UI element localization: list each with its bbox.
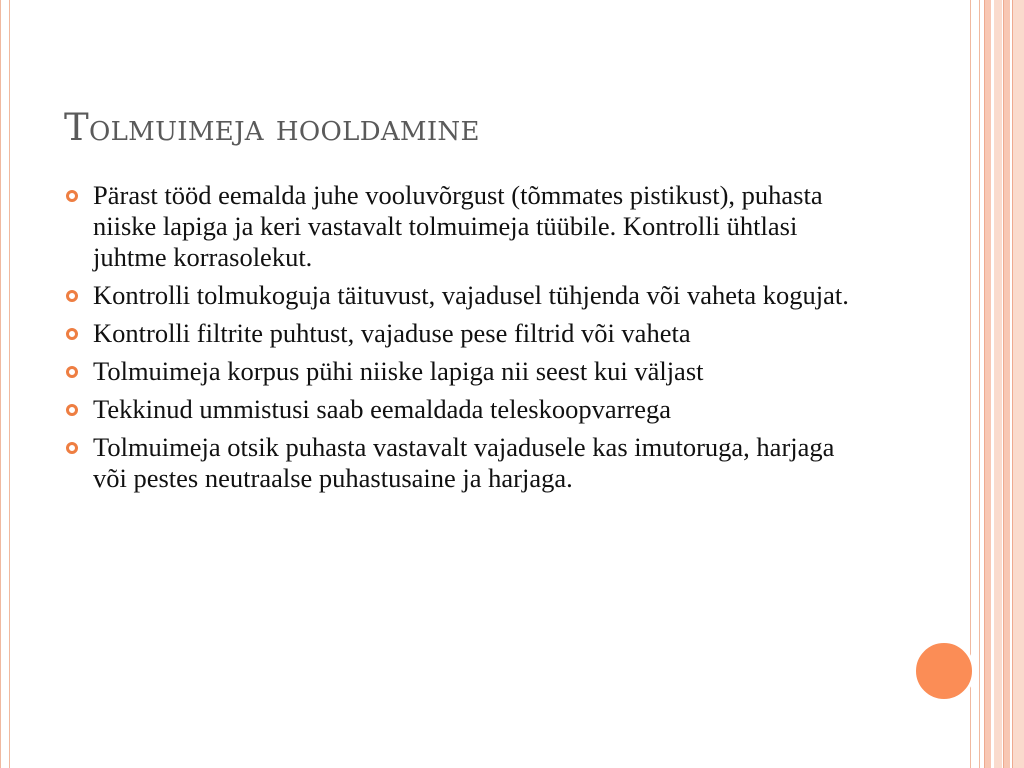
decor-stripe [994, 0, 1002, 768]
slide-title: Tolmuimeja hooldamine [64, 106, 480, 149]
bullet-item [64, 318, 864, 349]
bullet-circle-icon [66, 442, 78, 454]
bullet-circle-icon [66, 190, 78, 202]
bullet-item [64, 280, 864, 311]
bullet-circle-icon [66, 366, 78, 378]
decor-stripe [1013, 0, 1024, 768]
bullet-circle-icon [66, 328, 78, 340]
bullet-text: Tolmuimeja otsik puhasta vastavalt vajadusele kas imutoruga, harjaga või pestes neutraalse puhastusaine ja harjaga. [93, 432, 835, 493]
bullet-item [64, 356, 864, 387]
decor-stripe-line [1003, 0, 1004, 768]
decor-stripe [1004, 0, 1010, 768]
decor-stripe [985, 0, 991, 768]
bullet-text: Tolmuimeja korpus pühi niiske lapiga nii seest kui väljast [93, 356, 704, 386]
bullet-circle-icon [66, 404, 78, 416]
bullet-text: Kontrolli filtrite puhtust, vajaduse pese filtrid või vaheta [93, 318, 691, 348]
decor-stripe-line [1012, 0, 1013, 768]
bullet-text: Kontrolli tolmukoguja täituvust, vajadusel tühjenda või vaheta kogujat. [93, 280, 849, 310]
bullet-item [64, 180, 864, 273]
bullet-list [64, 180, 864, 501]
decor-circle [913, 640, 975, 702]
bullet-text: Pärast tööd eemalda juhe vooluvõrgust (tõmmates pistikust), puhasta niiske lapiga ja keri vastavalt tolmuimeja tüübile. Kontrolli ühtlasi juhtme korrasolekut. [93, 180, 823, 272]
bullet-text: Tekkinud ummistusi saab eemaldada teleskoopvarrega [93, 394, 672, 424]
bullet-item [64, 432, 864, 494]
bullet-item [64, 394, 864, 425]
bullet-circle-icon [66, 290, 78, 302]
decor-stripe-line [984, 0, 985, 768]
